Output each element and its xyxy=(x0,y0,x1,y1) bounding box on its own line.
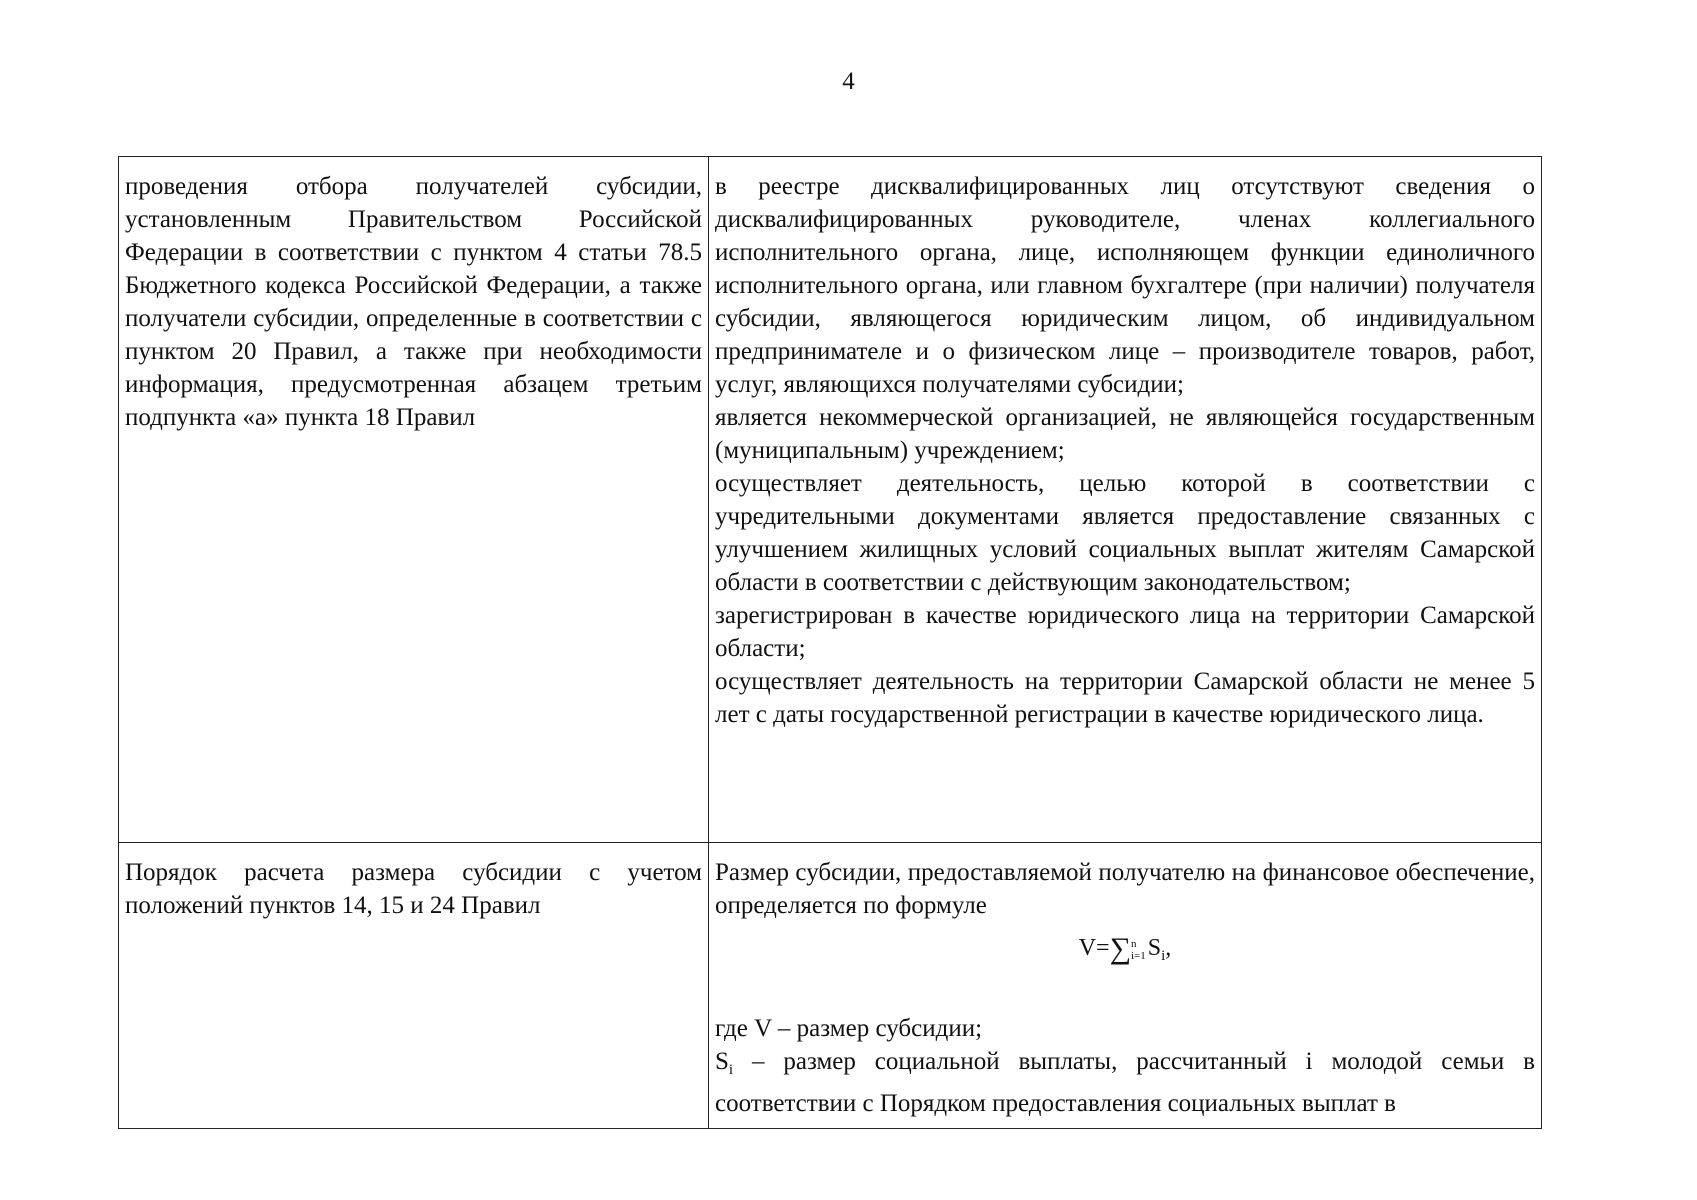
formula-term: S xyxy=(1147,935,1162,961)
table-cell-right xyxy=(709,843,1542,1129)
requirement-paragraph: зарегистрирован в качестве юридического лица на территории Самарской области; xyxy=(715,602,1535,662)
formula-lhs: V= xyxy=(1078,935,1110,961)
si-text: – размер социальной выплаты, рассчитанный i молодой семьи в соответствии с Порядком предоставления социальных выплат в xyxy=(715,1048,1535,1117)
table-row xyxy=(119,843,1542,1129)
formula-term-subscript: i xyxy=(1161,948,1166,964)
formula-where-line: где V – размер субсидии; xyxy=(715,1015,983,1042)
formula-intro: Размер субсидии, предоставляемой получателю на финансовое обеспечение, определяется по формуле xyxy=(715,859,1535,919)
table-cell-left xyxy=(119,843,709,1129)
formula-si-definition xyxy=(715,1045,1535,1120)
table-cell-left xyxy=(119,157,709,843)
formula-tail: , xyxy=(1165,935,1172,961)
page-number: 4 xyxy=(842,68,855,95)
table-cell-right xyxy=(709,157,1542,843)
cell-text: проведения отбора получателей субсидии, установленным Правительством Российской Федерации в соответствии с пунктом 4 статьи 78.5 Бюджетного кодекса Российской Федерации, а также получатели субсидии, определенные в соответствии с пунктом 20 Правил, а также при необходимости информация, предусмотренная абзацем третьим подпункта «а» пункта 18 Правил xyxy=(125,173,702,431)
requirements-table xyxy=(118,156,1542,1129)
table-row xyxy=(119,157,1542,843)
sum-lower-limit: i=1 xyxy=(1130,950,1146,962)
sum-sign: ∑ xyxy=(1109,932,1131,965)
requirement-paragraph: осуществляет деятельность, целью которой в соответствии с учредительными документами является предоставление связанных с улучшением жилищных условий социальных выплат жителям Самарской области в соответствии с действующим законодательством; xyxy=(715,470,1535,596)
sum-limits xyxy=(1131,938,1146,962)
subsidy-formula xyxy=(715,930,1535,974)
cell-text: Порядок расчета размера субсидии с учетом положений пунктов 14, 15 и 24 Правил xyxy=(125,859,702,919)
requirement-paragraph: является некоммерческой организацией, не являющейся государственным (муниципальным) учреждением; xyxy=(715,404,1535,464)
si-subscript: i xyxy=(728,1062,734,1078)
si-symbol: S xyxy=(715,1048,729,1075)
sum-upper-limit: n xyxy=(1130,938,1137,950)
requirement-paragraph: осуществляет деятельность на территории Самарской области не менее 5 лет с даты государственной регистрации в качестве юридического лица. xyxy=(715,668,1535,728)
requirement-paragraph: в реестре дисквалифицированных лиц отсутствуют сведения о дисквалифицированных руководителе, членах коллегиального исполнительного органа, лице, исполняющем функции единоличного исполнительного органа, или главном бухгалтере (при наличии) получателя субсидии, являющегося юридическим лицом, об индивидуальном предпринимателе и о физическом лице – производителе товаров, работ, услуг, являющихся получателями субсидии; xyxy=(715,173,1535,398)
